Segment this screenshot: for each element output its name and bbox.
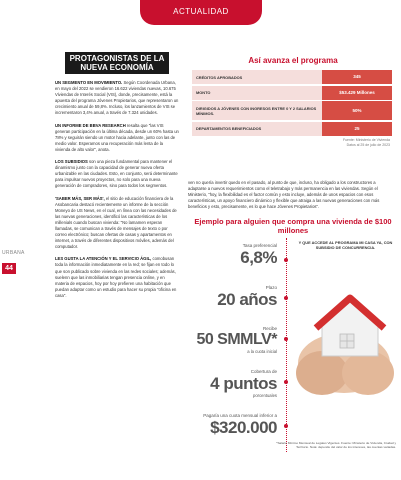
row-value: 50%	[322, 101, 392, 120]
stat-label: Recibe	[262, 326, 277, 331]
table-row	[192, 101, 392, 120]
left-column	[55, 52, 179, 299]
infographic-note: Y QUE ACCEDE AL PROGRAMA MI CASA YA, CON SUBSIDIO DE CONCURRENCIA.	[298, 240, 393, 250]
table-date: Datos al 25 de julio de 2023	[346, 142, 390, 147]
table-row	[192, 86, 392, 100]
timeline-line	[286, 238, 287, 452]
timeline-dot	[284, 258, 288, 262]
body-paragraph	[55, 196, 179, 251]
stat-value: 6,8%	[240, 248, 277, 267]
timeline-dot	[284, 296, 288, 300]
stat-value: $320.000	[210, 418, 277, 437]
stat-label: Pagaría una cuota mensual inferior a	[203, 413, 277, 418]
stat-value: 50 SMMLV*	[196, 331, 277, 348]
stat-sub: porcentuales	[253, 393, 277, 398]
stat-sub: a la cuota inicial	[247, 349, 277, 354]
paragraph-text: son una pieza fundamental para mantener el dinamismo junto con la capacidad de generar nueva oferta urbanizable en las ciudades. Esto, en conjunto, será determinante para impulsar nuevos proyectos, no solo para una nueva generación de compradores, sino para todos los segmentos.	[55, 159, 178, 189]
program-table-block	[188, 56, 398, 148]
table-title: Así avanza el programa	[248, 56, 338, 65]
section-title: PROTAGONISTAS DE LA NUEVA ECONOMÍA	[65, 52, 169, 74]
paragraph-lead: LOS SUBSIDIOS	[55, 159, 88, 165]
table-source: Fuente: Ministerio de Vivienda	[342, 137, 390, 142]
row-value: $53.429 Millones	[322, 86, 392, 100]
paragraph-lead: UN SEGMENTO EN MOVIMIENTO.	[55, 80, 123, 85]
paragraph-text: comobusan toda la información inmediatamente en la red; se fijan en todo lo que son publicado sobre vivienda en las redes sociales; además, suelenn que las inmobiliarias tengan presencia online, y en materia de espacios, hoy por hoy prefieren una habitación que puedan adaptar como un estudio para hacer su propia "oficina en casa".	[55, 256, 177, 298]
table-row	[192, 122, 392, 136]
body-paragraph	[55, 123, 179, 153]
row-label: MONTO	[192, 86, 322, 100]
row-label: DIRIGIDOS A JÓVENES CON INGRESOS ENTRE 0 Y 2 SALARIOS MÍNIMOS.	[192, 101, 322, 120]
timeline-dot	[284, 424, 288, 428]
paragraph-text: el sitio de educación financiera de la Asobancaria destacó recientemente un informe de la sección Moneyo de US News, en el cual, en línea con las necesidades de las nuevas generaciones, identificó las características de los millenials cuando buscan vivienda: "No lamamen esperan llamadas, se comunican a través de mensajes de texto o por correo electrónico; buscan ofertas de casas y apartamentos en internet, a través de diferentes dispositivos móviles, además del computador.	[55, 195, 177, 250]
body-paragraph	[55, 159, 179, 189]
stat-value: 20 años	[217, 290, 277, 309]
program-table	[192, 70, 392, 136]
intro-paragraph: ven no quería invertir quedo en el pasado, al punto de que, incluso, ha obligado a los constructores a adaptarse a nuevos requerimientos como el teletrabajo y más permanencia en las viviendas. Según el Ministerio, "hoy, la flexibilidad es el factor común y esto incluye, además de unos espacios con esos características, un apoyo financiero dinámico y flexible que atraiga a las nuevas generaciones con más beneficios y esto, precisamente, es lo que hace Jóvenes Propietarios".	[188, 180, 380, 210]
paragraph-lead: LES GUSTA LA ATENCIÓN Y EL SERVICIO ÁGIL,	[55, 256, 152, 262]
row-value: 25	[322, 122, 392, 136]
body-paragraph	[55, 80, 179, 117]
footnote: *Salario Mínimo Mensual de Legales Vigentes. Fuente: Minsterio de Vivienda, Ciudad y Territorio. Nota: depende del valor de los intereses, las cuentas variadas.	[276, 441, 396, 450]
body-paragraph	[55, 256, 179, 299]
stat-label: Tasa preferencial	[242, 243, 277, 248]
paragraph-text: resalta que "las VIS generan participación en la última década, desde un 60% hasta un 78% y seguirán siendo un motor hacia adelante, junto con las de medio valor. Esperamos una recuperación más lenta de la vivienda de alto valor", anota.	[55, 122, 179, 152]
stat-rate	[240, 243, 277, 267]
section-banner: ACTUALIDAD	[140, 0, 262, 25]
row-label: DEPARTAMENTOS BENEFICIADOS	[192, 122, 322, 136]
stat-payment	[197, 413, 277, 437]
stat-subsidy	[196, 326, 277, 354]
paragraphs	[55, 80, 179, 299]
row-value: 345	[322, 70, 392, 84]
paragraph-lead: 'SABER MÁS, SER MÁS',	[55, 195, 105, 201]
table-row	[192, 70, 392, 84]
paragraph-lead: UN INFORME DE BBVA RESEARCH	[55, 122, 126, 128]
side-label: URBANA	[2, 250, 25, 256]
stat-value: 4 puntos	[210, 374, 277, 393]
row-label: CRÉDITOS APROBADOS	[192, 70, 322, 84]
paragraph-text: Según Coordenada Urbana, en mayo del 2022 se vendieron 16.622 viviendas nuevas, 10.675 Viviendas de Interés Social (VIS), donde, precisamente, está la apuesta del programa Jóvenes Propietarios, que representaron un crecimiento anual de 59,8%. Incluso, los lanzamientos de VIS se incrementaron 3,4% anual, a través de 7.324 unidades.	[55, 80, 179, 116]
page-number: 44	[2, 263, 16, 274]
stat-label: Plazo	[265, 285, 277, 290]
infographic-title: Ejemplo para alguien que compra una vivienda de $100 millones	[194, 217, 392, 235]
stat-coverage	[210, 369, 277, 398]
hands-house-image	[292, 268, 396, 408]
timeline-dot	[284, 337, 288, 341]
stat-term	[217, 285, 277, 309]
stat-label: Cobertura de	[250, 369, 277, 374]
timeline-dot	[284, 380, 288, 384]
